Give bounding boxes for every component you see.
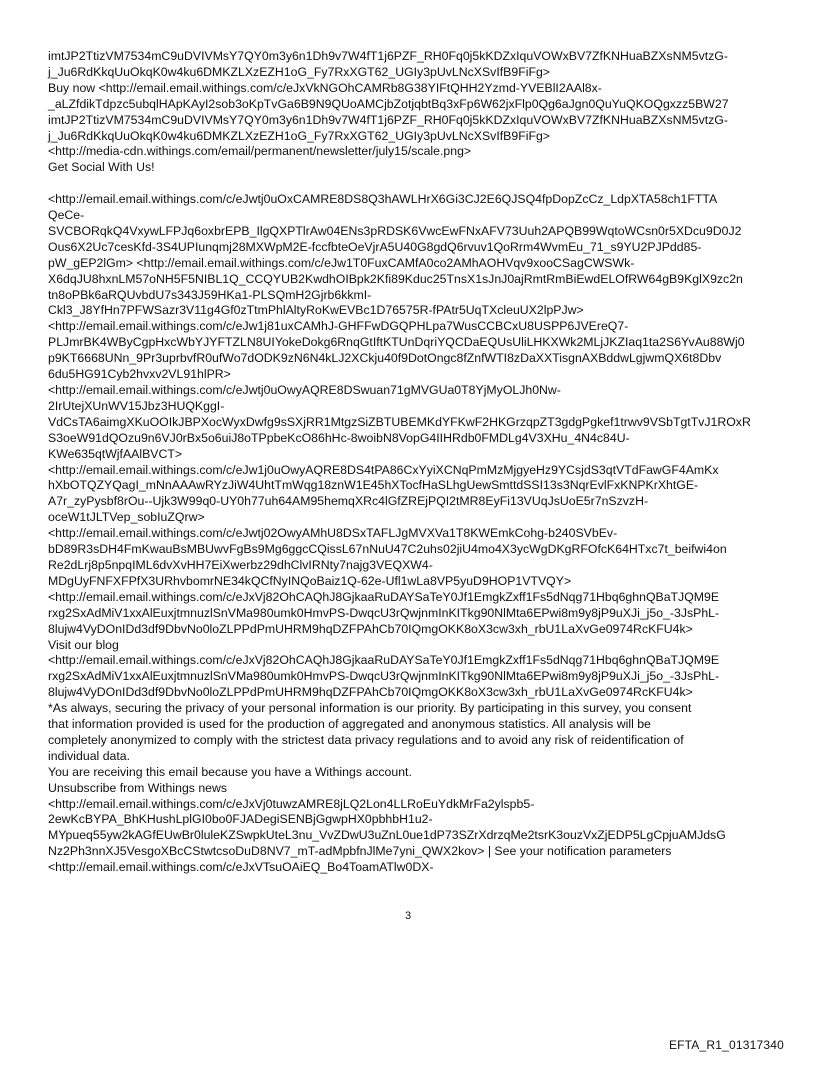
text-line: 8lujw4VyDOnIDd3df9DbvNo0loZLPPdPmUHRM9hqDZFPAhCb70IQmgOKK8oX3cw3xh_rbU1LaXvGe0974RcKFU4k> bbox=[48, 685, 693, 700]
text-line: j_Ju6RdKkqUuOkqK0w4ku6DMKZLXzEZH1oG_Fy7RxXGT62_UGIy3pUvLNcXSvIfB9FiFg> bbox=[48, 64, 550, 79]
text-line: QeCe- bbox=[48, 208, 85, 223]
text-line: Unsubscribe from Withings news bbox=[48, 780, 228, 795]
text-line: p9KT6668UNn_9Pr3uprbvfR0ufWo7dODK9zN6N4kLJ2XCkju40f9DotOngc8fZnfWTI8zDaXXTisgnAXBddwLgjwmQX6t8Dbv bbox=[48, 351, 722, 366]
text-line: X6dqJU8hxnLM57oNH5F5NIBL1Q_CCQYUB2KwdhOIBpk2Kfi89Kduc25TnsX1sJnJ0ajRmtRmBiEwdELOfRW64gB9KglX9zc2n bbox=[48, 271, 743, 286]
text-line: <http://email.email.withings.com/c/eJxVj0tuwzAMRE8jLQ2Lon4LLRoEuYdkMrFa2ylspb5- bbox=[48, 796, 535, 811]
text-line: 2ewKcBYPA_BhKHushLplGI0bo0FJADegiSENBjGgwpHX0pbhbH1u2- bbox=[48, 812, 433, 827]
text-line: Get Social With Us! bbox=[48, 160, 155, 175]
text-line: rxg2SxAdMiV1xxAlEuxjtmnuzlSnVMa980umk0HmvPS-DwqcU3rQwjnmInKITkg90NlMta6EPwi8m9y8jP9uXJi_j5o_-3JsPhL- bbox=[48, 669, 720, 684]
text-line: <http://email.email.withings.com/c/eJxVj82OhCAQhJ8GjkaaRuDAYSaTeY0Jf1EmgkZxff1Fs5dNqg71Hbq6ghnQBaTJQM9E bbox=[48, 589, 720, 604]
text-line: tn8oPBk6aRQUvbdU7s343J59HKa1-PLSQmH2Gjrb6kkmI- bbox=[48, 287, 372, 302]
text-line: MYpueq55yw2kAGfEUwBr0luleKZSwpkUteL3nu_VvZDwU3uZnL0ue1dP73SZrXdrzqMe2tsrK3ouzVxZjEDP5LgCpjuAMJdsG bbox=[48, 828, 726, 843]
text-line: <http://email.email.withings.com/c/eJw1j0uOwyAQRE8DS4tPA86CxYyiXCNqPmMzMjgyeHz9YCsjdS3qtVTdFawGF4AmKx bbox=[48, 462, 719, 477]
text-line: rxg2SxAdMiV1xxAlEuxjtmnuzlSnVMa980umk0HmvPS-DwqcU3rQwjnmInKITkg90NlMta6EPwi8m9y8jP9uXJi_j5o_-3JsPhL- bbox=[48, 605, 720, 620]
text-line: Buy now <http://email.email.withings.com/c/eJxVkNGOhCAMRb8G38YIFtQHH2Yzmd-YVEBlI2AAl8x- bbox=[48, 80, 602, 95]
text-line: PLJmrBK4WByCgpHxcWbYJYFTZLN8UIYokeDokg6RnqGtIftKTUnDqriYQCDaEQUsUliLHKXWk2MLjJKZIaq1ta2S6YvAu88Wj0 bbox=[48, 335, 745, 350]
text-line: <http://email.email.withings.com/c/eJwtj02OwyAMhU8DSxTAFLJgMVXVa1T8KWEmkCohg-b240SVbEv- bbox=[48, 526, 618, 541]
text-line: KWe635qtWjfAAlBVCT> bbox=[48, 446, 183, 461]
text-line: A7r_zyPysbf8rOu--Ujk3W99q0-UY0h77uh64AM95hemqXRc4lGfZREjPQI2tMR8EyFi13VUqJsUoE5r7nSzvzH- bbox=[48, 494, 649, 509]
text-line: <http://email.email.withings.com/c/eJwtj0uOxCAMRE8DS8Q3hAWLHrX6Gi3CJ2E6QJSQ4fpDopZcCz_LdpXTA58ch1FTTA bbox=[48, 192, 718, 207]
text-line: bD89R3sDH4FmKwauBsMBUwvFgBs9Mg6ggcCQissL67nNuU47C2uhs02jiU4mo4X3ycWgDKgRFOfcK64HTxc7t_beifwi4on bbox=[48, 542, 727, 557]
text-line: hXbOTQZYQagI_mNnAAAwRYzJiW4UhtTmWqg18znW1E45hXTocfHaSLhgUewSmttdSSI13s3NqrEvlFxKNPKrXhtGE- bbox=[48, 478, 699, 493]
text-line: <http://email.email.withings.com/c/eJwtj0uOwyAQRE8DSwuan71gMVGUa0T8YjMyOLJh0Nw- bbox=[48, 383, 561, 398]
text-line: pW_gEP2lGm> <http://email.email.withings.com/c/eJw1T0FuxCAMfA0co2AMhAOHVqv9xooCSagCWSWk- bbox=[48, 255, 635, 270]
text-line: Nz2Ph3nnXJ5VesgoXBcCStwtcsoDuD8NV7_mT-adMpbfnJlMe7yni_QWX2kov> | See your notification parameters bbox=[48, 844, 672, 859]
email-body bbox=[48, 49, 780, 876]
text-line: individual data. bbox=[48, 748, 131, 763]
document-id: EFTA_R1_01317340 bbox=[668, 1038, 784, 1052]
text-line: completely anonymized to comply with the strictest data privacy regulations and to avoid any risk of reidentification of bbox=[48, 732, 684, 747]
text-line: j_Ju6RdKkqUuOkqK0w4ku6DMKZLXzEZH1oG_Fy7RxXGT62_UGIy3pUvLNcXSvIfB9FiFg> bbox=[48, 128, 550, 143]
text-line: 2IrUtejXUnWV15Jbz3HUQKggI- bbox=[48, 398, 225, 413]
text-line: Re2dLrj8p5npqIML6dvXvHH7EiXwerbz29dhClvIRNty7najg3VEQXW4- bbox=[48, 557, 433, 572]
text-line: that information provided is used for the production of aggregated and anonymous statistics. All analysis will be bbox=[48, 717, 651, 732]
text-line: SVCBORqkQ4VxywLFPJq6oxbrEPB_IlgQXPTlrAw04ENs3pRDSK6VwcEwFNxAFV73Uuh2APQB99WqtoWCsn0r5XDcu9D0J2 bbox=[48, 223, 742, 238]
text-line: oceW1tJLTVep_sobIuZQrw> bbox=[48, 510, 205, 525]
text-line: <http://email.email.withings.com/c/eJxVTsuOAiEQ_Bo4ToamATlw0DX- bbox=[48, 860, 434, 875]
text-line: Visit our blog bbox=[48, 637, 119, 652]
text-line: Ous6X2Uc7cesKfd-3S4UPIunqmj28MXWpM2E-fccfbteOeVjrA5U40G8gdQ6rvuv1QoRrm4WvmEu_71_s9YU2PJPdd85- bbox=[48, 239, 702, 254]
text-line: <http://media-cdn.withings.com/email/permanent/newsletter/july15/scale.png> bbox=[48, 144, 472, 159]
text-line: <http://email.email.withings.com/c/eJxVj82OhCAQhJ8GjkaaRuDAYSaTeY0Jf1EmgkZxff1Fs5dNqg71Hbq6ghnQBaTJQM9E bbox=[48, 653, 720, 668]
text-line: VdCsTA6aimgXKuOOIkJBPXocWyxDwfg9sSXjRR1MtgzSiZBTUBEMKdYFKwF2HKGrzqpZT3gdgPgkef1trwv9VSbTgtTvJ1ROxR bbox=[48, 414, 751, 429]
text-line: imtJP2TtizVM7534mC9uDVIVMsY7QY0m3y6n1Dh9v7W4fT1j6PZF_RH0Fq0j5kKDZxIquVOWxBV7ZfKNHuaBZXsNM5vtzG- bbox=[48, 49, 728, 63]
text-line: <http://email.email.withings.com/c/eJw1j81uxCAMhJ-GHFFwDGQPHLpa7WusCCBCxU8USPP6JVEreQ7- bbox=[48, 319, 629, 334]
text-line: You are receiving this email because you have a Withings account. bbox=[48, 764, 412, 779]
text-line: Ckl3_J8YfHn7PFWSazr3V11g4Gf0zTtmPhlAltyRoKwEVBc1D76575R-fPAtr5UqTXcleuUX2lpPJw> bbox=[48, 303, 584, 318]
blank-line bbox=[48, 176, 780, 192]
text-line: *As always, securing the privacy of your personal information is our priority. By participating in this survey, you consent bbox=[48, 701, 692, 716]
text-line: 8lujw4VyDOnIDd3df9DbvNo0loZLPPdPmUHRM9hqDZFPAhCb70IQmgOKK8oX3cw3xh_rbU1LaXvGe0974RcKFU4k> bbox=[48, 621, 693, 636]
text-line: MDgUyFNFXFPfX3URhvbomrNE34kQCfNyINQoBaiz1Q-62e-Ufl1wLa8VP5yuD9HOP1VTVQY> bbox=[48, 573, 572, 588]
text-line: _aLZfdikTdpzc5ubqlHApKAyI2sob3oKpTvGa6B9N9QUoAMCjbZotjqbtBq3xFp6W62jxFlp0Qg6aJgn0QuYuQKOQgxzz5BW27 bbox=[48, 96, 729, 111]
text-line: S3oeW91dQOzu9n6VJ0rBx5o6uiJ8oTPpbeKcO86hHc-8woibN8VopG4IIHRdb0FMDLg4V3XHu_4N4c84U- bbox=[48, 430, 630, 445]
text-line: imtJP2TtizVM7534mC9uDVIVMsY7QY0m3y6n1Dh9v7W4fT1j6PZF_RH0Fq0j5kKDZxIquVOWxBV7ZfKNHuaBZXsNM5vtzG- bbox=[48, 112, 728, 127]
text-line: 6du5HG91Cyb2hvxv2VL91hlPR> bbox=[48, 367, 231, 382]
page-number: 3 bbox=[404, 910, 412, 922]
